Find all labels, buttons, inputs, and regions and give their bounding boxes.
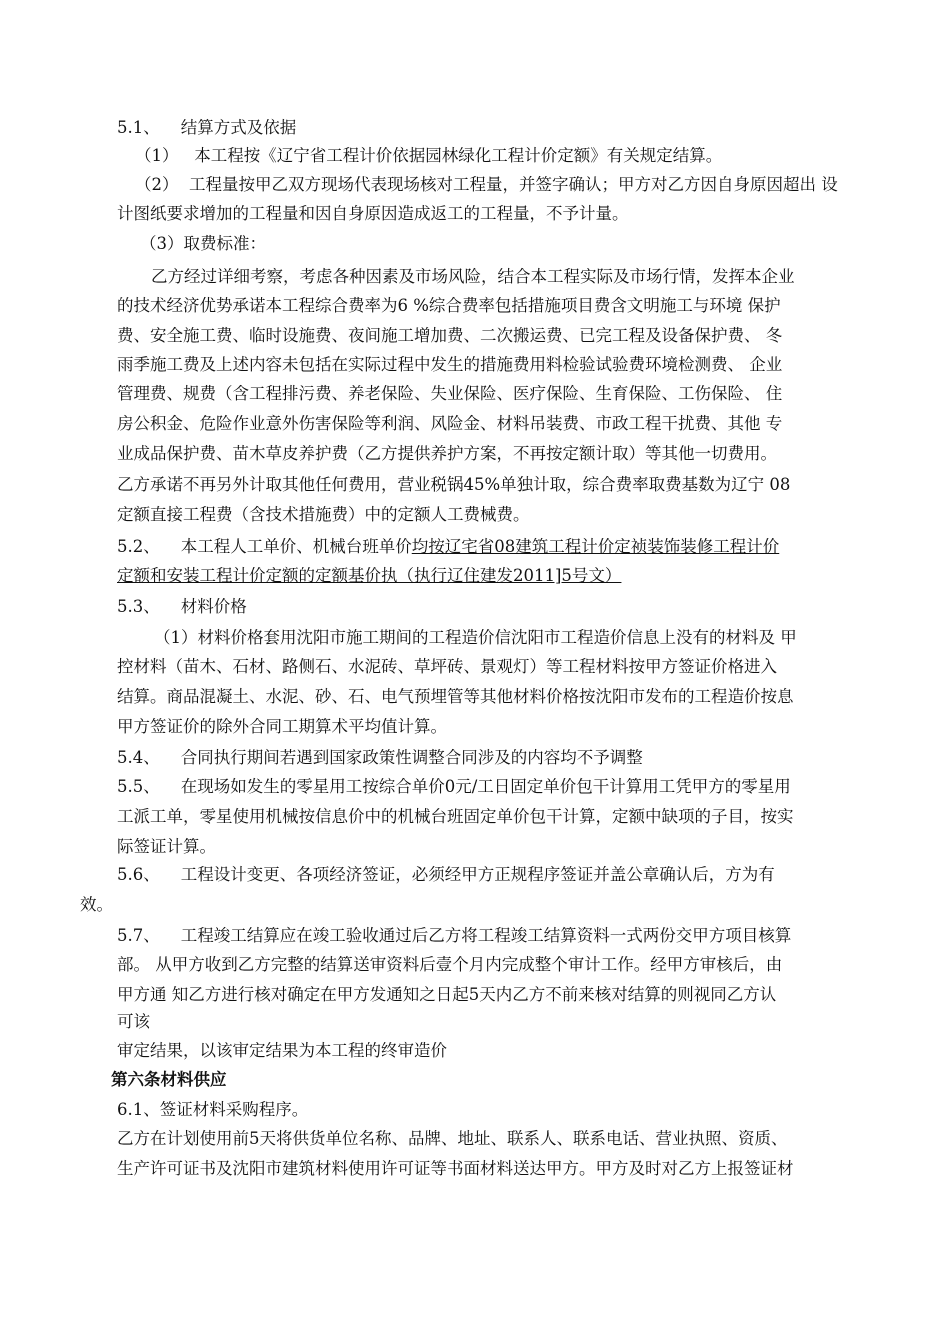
text-run: 管理费、规费（含工程排污费、养老保险、失业保险、医疗保险、生育保险、工伤保险、 住 [117,384,783,403]
clause-5-1-1 [135,145,722,169]
fee-paragraph-line-3 [117,325,782,349]
section-5-2-line-1 [117,536,779,560]
text-run: 定额直接工程费（含技术措施费）中的定额人工费械费。 [117,505,530,524]
text-run: 乙方承诺不再另外计取其他任何费用，营业税锅45%单独计取，综合费率取费基数为辽宁 08 [117,475,791,494]
clause-5-3-1-line-3 [117,686,794,710]
text-run: 甲方通 知乙方进行核对确定在甲方发通知之日起5天内乙方不前来核对结算的则视同乙方认 [117,985,777,1004]
fee-paragraph-line-6 [117,413,782,437]
text-run: 6.1、签证材料采购程序。 [117,1100,309,1119]
text-run: （2） 工程量按甲乙双方现场代表现场核对工程量，并签字确认；甲方对乙方因自身原因超出 设 [135,175,838,194]
text-run: 雨季施工费及上述内容未包括在实际过程中发生的措施费用料检验试验费环境检测费、 企业 [117,355,783,374]
text-run: 控材料（苗木、石材、路侧石、水泥砖、草坪砖、景观灯）等工程材料按甲方签证价格进入 [117,657,777,676]
text-run: （3）取费标准： [140,234,266,253]
text-run: 5.4、 合同执行期间若遇到国家政策性调整合同涉及的内容均不予调整 [117,748,643,767]
section-5-7-line-5 [117,1040,447,1064]
text-run: 效。 [80,895,113,914]
fee-paragraph-line-7 [117,443,777,467]
text-run: （1）材料价格套用沈阳市施工期间的工程造价信沈阳市工程造价信息上没有的材料及 甲 [154,628,797,647]
text-run: 甲方签证价的除外合同工期算术平均值计算。 [117,717,447,736]
clause-5-1-3-heading [140,233,266,257]
text-run: 的技术经济优势承诺本工程综合费率为6 %综合费率包括措施项目费含文明施工与环境 保护 [117,296,781,315]
text-run: 业成品保护费、苗木草皮养护费（乙方提供养护方案，不再按定额计取）等其他一切费用。 [117,444,777,463]
section-5-7-line-2 [117,954,782,978]
text-run: 乙方在计划使用前5天将供货单位名称、品牌、地址、联系人、联系电话、营业执照、资质、 [117,1129,788,1148]
fee-paragraph-line-8 [117,474,790,498]
text-run: 5.2、 本工程人工单价、机械台班单价 [117,537,412,556]
section-5-6-line-2 [80,894,113,918]
section-6-1-line-1 [117,1128,788,1152]
underlined-text-run: 定额和安装工程计价定额的定额基价执（执行辽住建发2011]5号文） [117,566,622,585]
section-5-3-heading [117,596,247,620]
text-run: 费、安全施工费、临时设施费、夜间施工增加费、二次搬运费、已完工程及设备保护费、 冬 [117,326,783,345]
text-run: 第六条材料供应 [111,1070,227,1089]
underlined-text-run: 均按辽宅省08建筑工程计价定祯装饰装修工程计价 [411,537,780,556]
section-5-2-line-2 [117,565,621,589]
section-5-1-heading [117,117,296,141]
text-run: 工派工单，零星使用机械按信息价中的机械台班固定单价包干计算，定额中缺项的子目，按实 [117,807,794,826]
clause-5-3-1-line-1 [154,627,797,651]
text-run: 生产许可证书及沈阳市建筑材料使用许可证等书面材料送达甲方。甲方及时对乙方上报签证材 [117,1159,794,1178]
fee-paragraph-line-4 [117,354,782,378]
text-run: 际签证计算。 [117,837,216,856]
text-run: 结算。商品混凝土、水泥、砂、石、电气预埋管等其他材料价格按沈阳市发布的工程造价按息 [117,687,794,706]
section-5-5-line-1 [117,776,791,800]
text-run: 房公积金、危险作业意外伤害保险等利润、风险金、材料吊装费、市政工程干扰费、其他 专 [117,414,783,433]
text-run: 5.5、 在现场如发生的零星用工按综合单价0元/工日固定单价包干计算用工凭甲方的零星用 [117,777,791,796]
text-run: 可该 [117,1012,150,1031]
clause-5-1-2-line-2 [117,203,629,227]
text-run: 计图纸要求增加的工程量和因自身原因造成返工的工程量，不予计量。 [117,204,629,223]
section-5-7-line-1 [117,925,791,949]
clause-5-1-2-line-1 [135,174,838,198]
section-6-1-line-2 [117,1158,794,1182]
text-run: 5.1、 结算方式及依据 [117,118,297,137]
clause-5-3-1-line-2 [117,656,777,680]
text-run: 乙方经过详细考察，考虑各种因素及市场风险，结合本工程实际及市场行情，发挥本企业 [151,267,795,286]
text-run: 5.3、 材料价格 [117,597,247,616]
fee-paragraph-line-2 [117,295,781,319]
fee-paragraph-line-5 [117,383,782,407]
fee-paragraph-line-1 [151,266,795,290]
text-run: 审定结果，以该审定结果为本工程的终审造价 [117,1041,447,1060]
text-run: 部。 从甲方收到乙方完整的结算送审资料后壹个月内完成整个审计工作。经甲方审核后，由 [117,955,783,974]
text-run: （1） 本工程按《辽宁省工程计价依据园林绿化工程计价定额》有关规定结算。 [135,146,723,165]
section-5-7-line-4 [117,1011,150,1035]
text-run: 5.6、 工程设计变更、各项经济签证，必须经甲方正规程序签证并盖公章确认后，方为有 [117,865,775,884]
fee-paragraph-line-9 [117,504,530,528]
section-5-5-line-3 [117,836,216,860]
clause-5-3-1-line-4 [117,716,447,740]
text-run: 5.7、 工程竣工结算应在竣工验收通过后乙方将工程竣工结算资料一式两份交甲方项目核算 [117,926,792,945]
section-6-1-heading [117,1099,308,1123]
section-5-5-line-2 [117,806,794,830]
section-5-4 [117,747,643,771]
section-5-6-line-1 [117,864,775,888]
article-6-heading [111,1069,227,1093]
section-5-7-line-3 [117,984,776,1008]
